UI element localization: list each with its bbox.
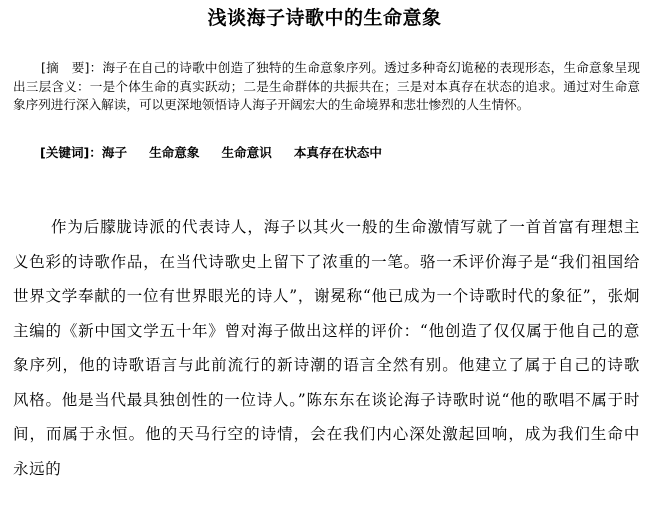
abstract-paragraph: [摘 要]：海子在自己的诗歌中创造了独特的生命意象序列。透过多种奇幻诡秘的表现形态，生命意象呈现出三层含义：一是个体生命的真实跃动；二是生命群体的共振共在；三是对本真存在状态的追求。通过对生命意象序列进行深入解读，可以更深地领悟诗人海子开阔宏大的生命境界和悲壮惨烈的人生情怀。 bbox=[13, 60, 640, 112]
keyword: 本真存在状态中 bbox=[293, 145, 382, 160]
body-paragraph: 作为后朦胧诗派的代表诗人，海子以其火一般的生命激情写就了一首首富有理想主义色彩的诗歌作品，在当代诗歌史上留下了浓重的一笔。骆一禾评价海子是“我们祖国给世界文学奉献的一位有世界眼光的诗人”，谢冕称“他已成为一个诗歌时代的象征”，张炯主编的《新中国文学五十年》曾对海子做出这样的评价：“他创造了仅仅属于他自己的意象序列，他的诗歌语言与此前流行的新诗潮的语言全然有别。他建立了属于自己的诗歌风格。他是当代最具独创性的一位诗人。”陈东东在谈论海子诗歌时说“他的歌唱不属于时间，而属于永恒。他的天马行空的诗情，会在我们内心深处激起回响，成为我们生命中永远的 bbox=[13, 218, 640, 478]
document-title: 浅谈海子诗歌中的生命意象 bbox=[207, 7, 442, 29]
keyword: 海子 bbox=[101, 145, 128, 160]
keywords-line bbox=[40, 144, 404, 162]
keywords-label: [关键词]： bbox=[40, 145, 102, 160]
keyword: 生命意象 bbox=[149, 145, 200, 160]
keyword: 生命意识 bbox=[221, 145, 272, 160]
